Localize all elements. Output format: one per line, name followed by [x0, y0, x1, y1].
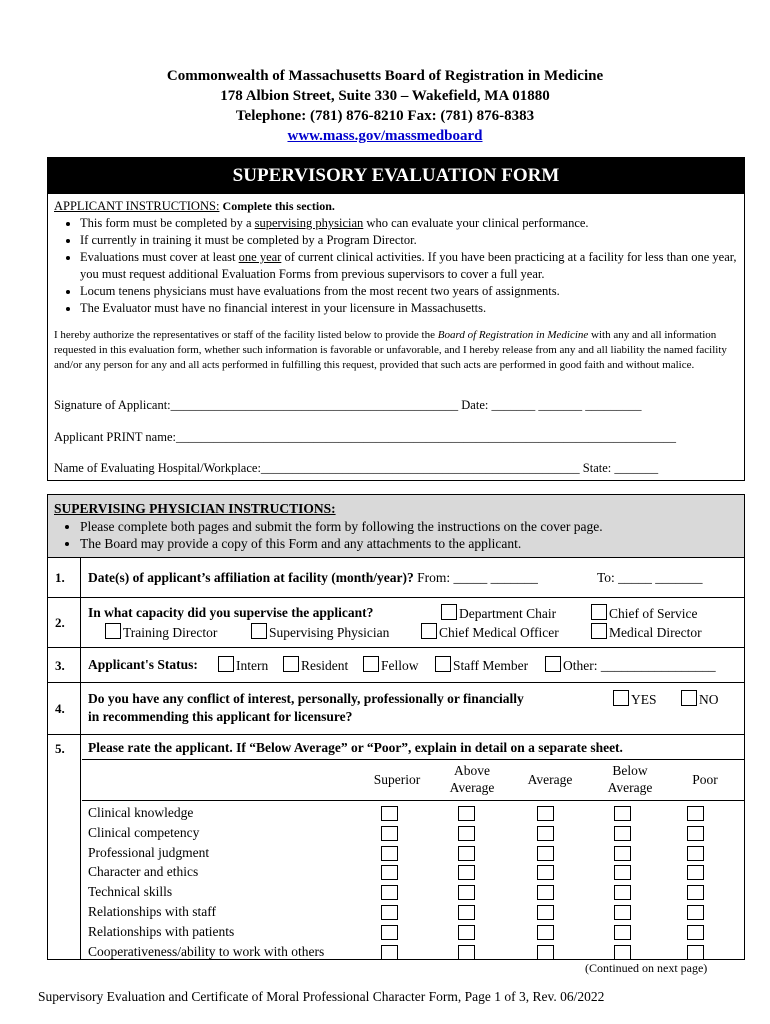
rating-checkbox[interactable] [614, 885, 631, 900]
rating-checkbox[interactable] [537, 826, 554, 841]
applicant-instructions-heading: APPLICANT INSTRUCTIONS: [54, 199, 220, 213]
rating-checkbox[interactable] [614, 806, 631, 821]
rating-checkbox[interactable] [381, 806, 398, 821]
list-item: • The Evaluator must have no financial interest in your licensure in Massachusetts. [80, 300, 740, 317]
rating-checkbox[interactable] [537, 905, 554, 920]
column-header-superior: Superior [373, 772, 421, 787]
status-staff-member-option[interactable]: Staff Member [435, 656, 528, 675]
rating-checkbox[interactable] [614, 846, 631, 861]
checkbox[interactable] [591, 604, 607, 620]
skill-label: Technical skills [88, 884, 173, 900]
capacity-chief-medical-officer-option[interactable]: Chief Medical Officer [421, 623, 559, 642]
applicant-instructions-list [54, 215, 740, 317]
checkbox[interactable] [441, 604, 457, 620]
rating-checkbox[interactable] [687, 945, 704, 960]
rating-checkbox[interactable] [458, 925, 475, 940]
question-3-row [48, 647, 744, 683]
list-item: • Evaluations must cover at least one year of current clinical activities. If you have been practicing at a facility for less than one year, you must request additional Evaluation Forms from previous supervisors to cover a full year. [80, 249, 740, 283]
rating-checkbox[interactable] [687, 806, 704, 821]
rating-checkbox[interactable] [614, 925, 631, 940]
skill-label: Clinical knowledge [88, 805, 194, 820]
question-5-row [48, 734, 744, 960]
skill-label: Professional judgment [88, 844, 210, 860]
rating-checkbox[interactable] [458, 945, 475, 960]
question-number: 4. [48, 683, 81, 735]
conflict-no-option[interactable]: NO [681, 690, 719, 709]
supervisor-section [47, 494, 745, 960]
rating-checkbox[interactable] [381, 905, 398, 920]
checkbox[interactable] [681, 690, 697, 706]
skill-label: Relationships with patients [88, 923, 235, 939]
rating-checkbox[interactable] [458, 885, 475, 900]
checkbox[interactable] [591, 623, 607, 639]
question-number: 2. [48, 598, 81, 648]
status-fellow-option[interactable]: Fellow [363, 656, 419, 675]
board-website-link[interactable]: www.mass.gov/massmedboard [287, 128, 483, 144]
rating-checkbox[interactable] [537, 806, 554, 821]
rating-checkbox[interactable] [687, 885, 704, 900]
rating-checkbox[interactable] [614, 826, 631, 841]
applicant-signature-field[interactable]: Signature of Applicant:______________________________________________ Date: _______ _______ _________ [54, 398, 642, 412]
board-address: 178 Albion Street, Suite 330 – Wakefield, MA 01880 [220, 88, 550, 104]
skill-label: Cooperativeness/ability to work with others [88, 943, 325, 959]
rating-checkbox[interactable] [687, 905, 704, 920]
rating-checkbox[interactable] [381, 865, 398, 880]
board-phone-fax: Telephone: (781) 876-8210 Fax: (781) 876-8383 [235, 108, 535, 124]
rating-checkbox[interactable] [458, 865, 475, 880]
rating-checkbox[interactable] [687, 925, 704, 940]
rating-checkbox[interactable] [687, 826, 704, 841]
list-item: • The Board may provide a copy of this Form and any attachments to the applicant. [80, 535, 740, 552]
checkbox[interactable] [613, 690, 629, 706]
page-footer: Supervisory Evaluation and Certificate of Moral Professional Character Form, Page 1 of 3, Rev. 06/2022 [38, 989, 605, 1004]
rating-checkbox[interactable] [458, 905, 475, 920]
rating-checkbox[interactable] [458, 826, 475, 841]
question-1-row [48, 557, 744, 598]
rating-checkbox[interactable] [537, 925, 554, 940]
applicant-section [47, 157, 745, 481]
column-header-average: Average [527, 772, 573, 787]
question-4-row [48, 682, 744, 735]
rating-checkbox[interactable] [537, 865, 554, 880]
list-item: • If currently in training it must be completed by a Program Director. [80, 232, 740, 249]
checkbox[interactable] [435, 656, 451, 672]
question-number: 3. [48, 648, 81, 683]
skill-label: Relationships with staff [88, 904, 216, 919]
applicant-print-name-field[interactable]: Applicant PRINT name:________________________________________________________________________________ [54, 430, 676, 444]
rating-checkbox[interactable] [537, 846, 554, 861]
checkbox[interactable] [283, 656, 299, 672]
conflict-yes-option[interactable]: YES [613, 690, 657, 709]
status-intern-option[interactable]: Intern [218, 656, 268, 675]
checkbox[interactable] [105, 623, 121, 639]
rating-checkbox[interactable] [687, 846, 704, 861]
supervisor-instructions-heading: SUPERVISING PHYSICIAN INSTRUCTIONS: [54, 501, 336, 516]
authorization-statement: I hereby authorize the representatives or staff of the facility listed below to provide the Board of Registration in Medicine with any and all information requested in this evaluation form, whether such information is favorable or unfavorable, and I hereby release from any and all liability the named facility and/or any person for any and all acts performed in fulfilling this request, provided that such acts are performed in good faith and without malice. [54, 329, 727, 371]
skill-label: Clinical competency [88, 824, 200, 840]
question-number: 5. [48, 735, 81, 960]
list-item: • This form must be completed by a supervising physician who can evaluate your clinical performance. [80, 215, 740, 232]
question-number: 1. [48, 558, 81, 598]
capacity-chief-of-service-option[interactable]: Chief of Service [591, 604, 697, 623]
capacity-supervising-physician-option[interactable]: Supervising Physician [251, 623, 389, 642]
list-item: • Please complete both pages and submit the form by following the instructions on the cover page. [80, 518, 740, 535]
checkbox[interactable] [218, 656, 234, 672]
status-resident-option[interactable]: Resident [283, 656, 348, 675]
question-4-text-line1: Do you have any conflict of interest, personally, professionally or financially [88, 691, 524, 706]
rating-checkbox[interactable] [381, 826, 398, 841]
list-item: • Locum tenens physicians must have evaluations from the most recent two years of assignments. [80, 283, 740, 300]
rating-checkbox[interactable] [458, 806, 475, 821]
form-title: SUPERVISORY EVALUATION FORM [48, 158, 744, 194]
rating-checkbox[interactable] [614, 905, 631, 920]
rating-checkbox[interactable] [381, 945, 398, 960]
status-other-option[interactable]: Other: _________________ [545, 656, 716, 675]
supervisor-instructions-list [54, 518, 740, 552]
checkbox[interactable] [545, 656, 561, 672]
question-3-text: Applicant's Status: [88, 657, 198, 672]
rating-checkbox[interactable] [614, 865, 631, 880]
rating-checkbox[interactable] [537, 885, 554, 900]
rating-checkbox[interactable] [614, 945, 631, 960]
rating-checkbox[interactable] [381, 925, 398, 940]
capacity-department-chair-option[interactable]: Department Chair [441, 604, 556, 623]
question-2-row [48, 597, 744, 648]
affiliation-from-field[interactable]: From: _____ _______ [417, 570, 538, 585]
rating-checkbox[interactable] [537, 945, 554, 960]
board-name: Commonwealth of Massachusetts Board of Registration in Medicine [166, 68, 604, 84]
capacity-training-director-option[interactable]: Training Director [105, 623, 217, 642]
skill-label: Character and ethics [88, 864, 199, 880]
column-header-above-average: Above Average [449, 763, 495, 795]
rating-checkbox[interactable] [381, 885, 398, 900]
rating-checkbox[interactable] [687, 865, 704, 880]
question-4-text-line2: in recommending this applicant for licensure? [88, 709, 353, 724]
affiliation-to-field[interactable]: To: _____ _______ [597, 570, 703, 585]
column-header-below-average: Below Average [607, 763, 653, 795]
continued-note: (Continued on next page) [585, 961, 708, 975]
capacity-medical-director-option[interactable]: Medical Director [591, 623, 702, 642]
question-5-text: Please rate the applicant. If “Below Average” or “Poor”, explain in detail on a separate sheet. [88, 740, 623, 755]
question-1-text: Date(s) of applicant’s affiliation at facility (month/year)? [88, 570, 414, 585]
evaluating-hospital-field[interactable]: Name of Evaluating Hospital/Workplace:___________________________________________________ State: _______ [54, 461, 659, 475]
column-header-poor: Poor [692, 772, 718, 787]
checkbox[interactable] [251, 623, 267, 639]
rating-checkbox[interactable] [381, 846, 398, 861]
question-2-text: In what capacity did you supervise the applicant? [88, 605, 374, 620]
applicant-instructions-note: Complete this section. [222, 199, 335, 213]
checkbox[interactable] [363, 656, 379, 672]
rating-checkbox[interactable] [458, 846, 475, 861]
checkbox[interactable] [421, 623, 437, 639]
